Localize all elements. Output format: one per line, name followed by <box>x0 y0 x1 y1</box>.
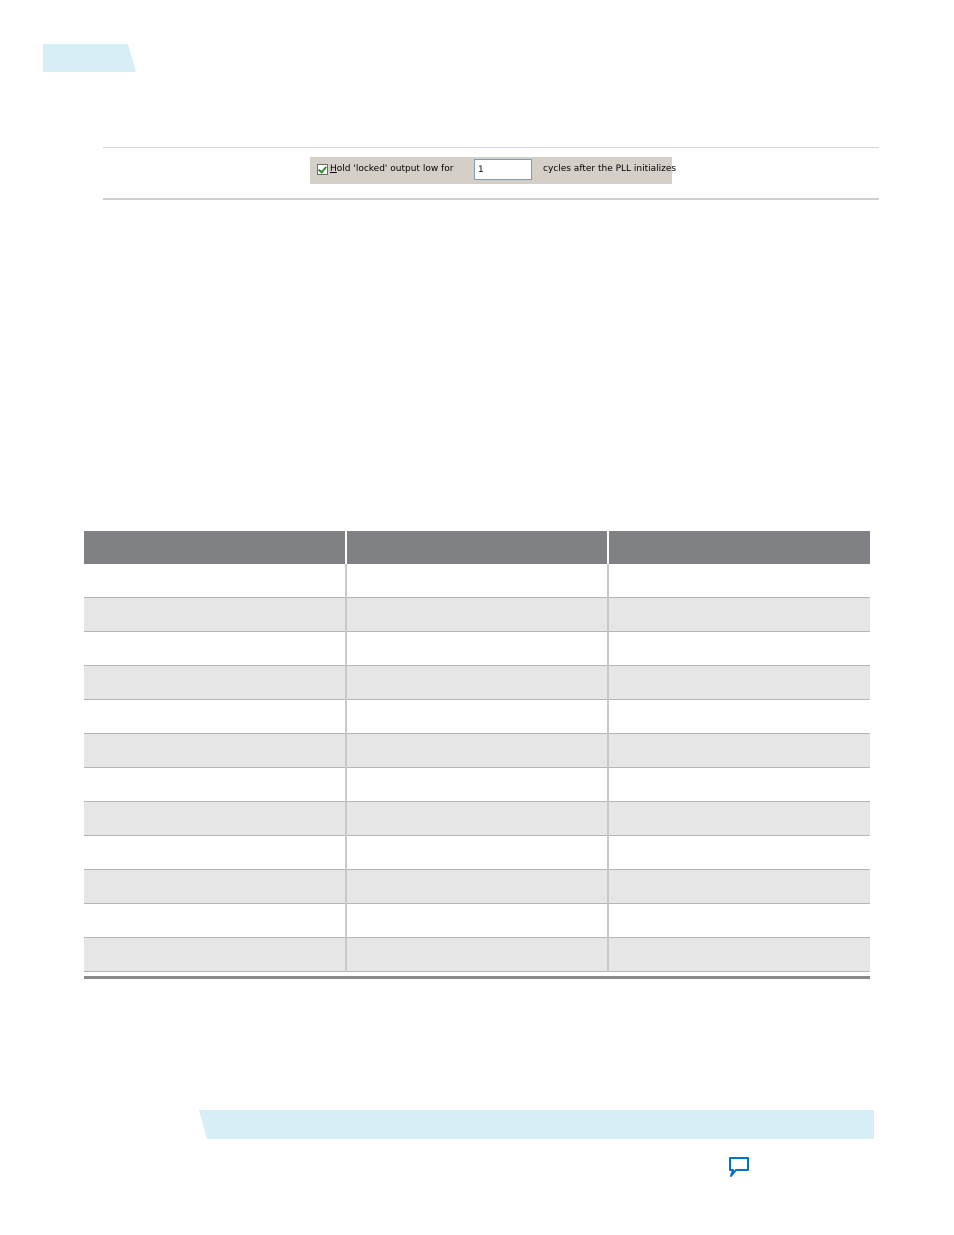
table-cell <box>608 564 870 598</box>
pll-locked-output-panel <box>310 157 677 184</box>
table-cell <box>84 836 346 870</box>
table-cell <box>84 768 346 802</box>
table-cell <box>84 700 346 734</box>
table-row <box>84 564 870 598</box>
table-cell <box>346 768 608 802</box>
table-header-row <box>84 531 870 564</box>
table-header-cell <box>346 531 608 564</box>
hold-locked-label <box>330 164 453 174</box>
table-cell <box>608 632 870 666</box>
table-cell <box>346 836 608 870</box>
table-cell <box>608 666 870 700</box>
table-cell <box>84 904 346 938</box>
hold-locked-checkbox[interactable] <box>317 164 328 175</box>
table-cell <box>608 768 870 802</box>
table-cell <box>84 598 346 632</box>
table-row <box>84 904 870 938</box>
table-cell <box>346 700 608 734</box>
table-row <box>84 632 870 666</box>
table-cell <box>608 836 870 870</box>
speech-bubble-icon[interactable] <box>727 1155 751 1179</box>
footer-band <box>199 1110 874 1139</box>
table-cell <box>608 598 870 632</box>
header-tab <box>43 44 136 72</box>
cycles-input[interactable] <box>474 159 532 180</box>
table-cell <box>608 734 870 768</box>
table-row <box>84 870 870 904</box>
table-cell <box>346 870 608 904</box>
table-cell <box>346 666 608 700</box>
table-bottom-rule <box>84 976 870 979</box>
table-cell <box>346 904 608 938</box>
table-row <box>84 700 870 734</box>
table-row <box>84 598 870 632</box>
table-cell <box>608 938 870 972</box>
figure-rule-top <box>103 147 879 148</box>
table-cell <box>84 802 346 836</box>
table-cell <box>608 904 870 938</box>
table-cell <box>346 734 608 768</box>
table-cell <box>346 632 608 666</box>
hold-locked-label-mnemonic: H <box>330 164 337 174</box>
table-cell <box>346 802 608 836</box>
table-cell <box>84 870 346 904</box>
table-cell <box>84 938 346 972</box>
table-row <box>84 666 870 700</box>
table-row <box>84 836 870 870</box>
table-cell <box>346 598 608 632</box>
hold-locked-label-text: old 'locked' output low for <box>336 164 454 174</box>
table-cell <box>346 938 608 972</box>
table-row <box>84 734 870 768</box>
table-cell <box>84 734 346 768</box>
table-header-cell <box>84 531 346 564</box>
table-cell <box>346 564 608 598</box>
table-cell <box>608 870 870 904</box>
table-row <box>84 802 870 836</box>
table-cell <box>84 564 346 598</box>
figure-rule-bottom <box>103 198 879 200</box>
table-cell <box>608 700 870 734</box>
table-cell <box>608 802 870 836</box>
table-row <box>84 938 870 972</box>
cycles-suffix-label: cycles after the PLL initializes <box>543 164 677 174</box>
table-row <box>84 768 870 802</box>
table-header-cell <box>608 531 870 564</box>
table-cell <box>84 666 346 700</box>
data-table <box>84 531 870 972</box>
table-cell <box>84 632 346 666</box>
